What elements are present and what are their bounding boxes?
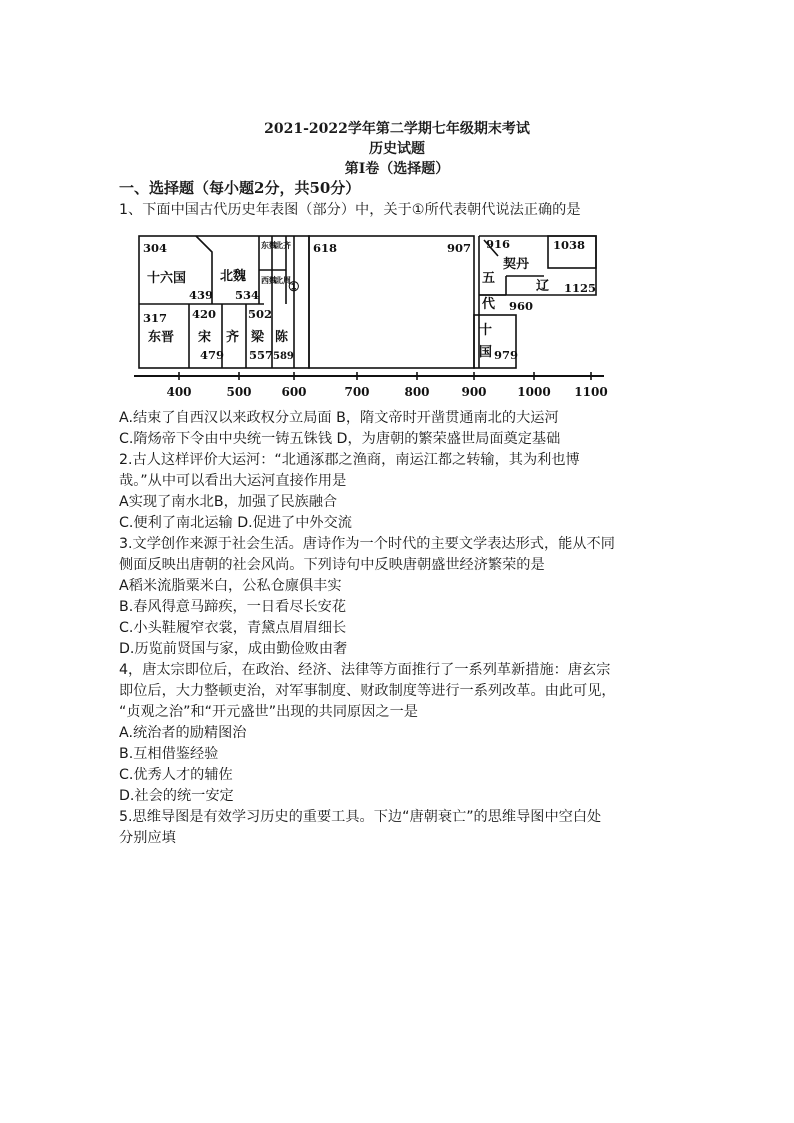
axis-label-400: 400 bbox=[166, 385, 192, 399]
q1-stem: 1、下面中国古代历史年表图（部分）中，关于①所代表朝代说法正确的是 bbox=[119, 202, 581, 218]
q3-option-a: A稻米流脂粟米白，公私仓廪俱丰实 bbox=[119, 578, 342, 594]
beizhou-label: 北周 bbox=[275, 275, 291, 285]
axis-label-1100: 1100 bbox=[574, 385, 608, 399]
q4-stem-line1: 4，唐太宗即位后，在政治、经济、法律等方面推行了一系列革新措施：唐玄宗 bbox=[119, 662, 611, 678]
q3-option-d: D.历览前贤国与家，成由勤俭败由奢 bbox=[119, 641, 348, 657]
q4-option-d: D.社会的统一安定 bbox=[119, 788, 234, 804]
xiwei-label: 西魏 bbox=[261, 275, 277, 285]
volume-title: 第Ⅰ卷（选择题） bbox=[344, 161, 450, 177]
beiwei-name: 北魏 bbox=[220, 269, 247, 284]
axis-label-1000: 1000 bbox=[517, 385, 551, 399]
q5-stem-line2: 分别应填 bbox=[119, 830, 176, 846]
song-name: 宋 bbox=[198, 330, 212, 345]
history-timeline-figure bbox=[134, 228, 614, 400]
tang-block bbox=[309, 236, 474, 368]
q4-stem-line2: 即位后，大力整顿吏治，对军事制度、财政制度等进行一系列改革。由此可见， bbox=[119, 683, 616, 699]
sixteen-name: 十六国 bbox=[147, 271, 187, 286]
liang-name: 梁 bbox=[251, 330, 265, 345]
liao-end: 1125 bbox=[564, 281, 597, 295]
song-end: 479 bbox=[200, 348, 225, 362]
shiguo-char2: 国 bbox=[479, 345, 493, 360]
liao-start: 1038 bbox=[553, 238, 586, 252]
shiguo-char1: 十 bbox=[479, 323, 493, 338]
q1-options-cd: C.隋炀帝下令由中央统一铸五铢钱 D，为唐朝的繁荣盛世局面奠定基础 bbox=[119, 431, 561, 447]
wudai-end: 960 bbox=[509, 299, 534, 313]
q4-option-a: A.统治者的励精图治 bbox=[119, 725, 247, 741]
shiguo-end: 979 bbox=[494, 348, 519, 362]
tang-start: 618 bbox=[313, 241, 338, 255]
q1-options-ab: A.结束了自西汉以来政权分立局面 B，隋文帝时开凿贯通南北的大运河 bbox=[119, 410, 559, 426]
q4-stem-line3: “贞观之治”和“开元盛世”出现的共同原因之一是 bbox=[119, 704, 418, 720]
liao-name: 辽 bbox=[536, 279, 550, 294]
sixteen-start: 304 bbox=[143, 241, 168, 255]
chen-name: 陈 bbox=[275, 330, 289, 345]
axis-label-800: 800 bbox=[404, 385, 430, 399]
circle-one-label: ① bbox=[288, 280, 300, 295]
q2-stem-line1: 2.古人这样评价大运河：“北通涿郡之渔商，南运江都之转输，其为利也博 bbox=[119, 452, 580, 468]
axis-label-600: 600 bbox=[281, 385, 307, 399]
sixteen-end: 439 bbox=[189, 288, 214, 302]
q3-stem-line2: 侧面反映出唐朝的社会风尚。下列诗句中反映唐朝盛世经济繁荣的是 bbox=[119, 557, 545, 573]
qi-name: 齐 bbox=[226, 330, 240, 345]
dongwei-label: 东魏 bbox=[261, 240, 277, 250]
q2-stem-line2: 哉。”从中可以看出大运河直接作用是 bbox=[119, 473, 347, 489]
dongjin-start: 317 bbox=[143, 311, 168, 325]
q2-options-ab: A实现了南水北B，加强了民族融合 bbox=[119, 494, 338, 510]
song-start: 420 bbox=[192, 307, 217, 321]
tang-end: 907 bbox=[447, 241, 472, 255]
exam-title: 2021-2022学年第二学期七年级期末考试 bbox=[264, 121, 530, 137]
dongjin-name: 东晋 bbox=[148, 330, 175, 345]
wudai-char1: 五 bbox=[482, 271, 496, 286]
liang-end: 557 bbox=[249, 348, 274, 362]
beiwei-end: 534 bbox=[235, 288, 260, 302]
q2-options-cd: C.便利了南北运输 D.促进了中外交流 bbox=[119, 515, 352, 531]
liang-start: 502 bbox=[248, 307, 273, 321]
qidan-start: 916 bbox=[486, 237, 511, 251]
subject-title: 历史试题 bbox=[369, 141, 425, 157]
q5-stem-line1: 5.思维导图是有效学习历史的重要工具。下边“唐朝衰亡”的思维导图中空白处 bbox=[119, 809, 602, 825]
chen-end: 589 bbox=[273, 351, 294, 362]
q4-option-c: C.优秀人才的辅佐 bbox=[119, 767, 233, 783]
q3-option-c: C.小头鞋履窄衣裳，青黛点眉眉细长 bbox=[119, 620, 347, 636]
axis-label-900: 900 bbox=[461, 385, 487, 399]
q4-option-b: B.互相借鉴经验 bbox=[119, 746, 219, 762]
section-title: 一、选择题（每小题2分，共50分） bbox=[119, 179, 361, 197]
axis-label-700: 700 bbox=[344, 385, 370, 399]
axis-label-500: 500 bbox=[226, 385, 252, 399]
qidan-name: 契丹 bbox=[503, 257, 530, 272]
q3-option-b: B.春风得意马蹄疾，一日看尽长安花 bbox=[119, 599, 347, 615]
wudai-char2: 代 bbox=[482, 297, 496, 312]
beiqi-label: 北齐 bbox=[275, 240, 291, 250]
q3-stem-line1: 3.文学创作来源于社会生活。唐诗作为一个时代的主要文学表达形式，能从不同 bbox=[119, 536, 615, 552]
